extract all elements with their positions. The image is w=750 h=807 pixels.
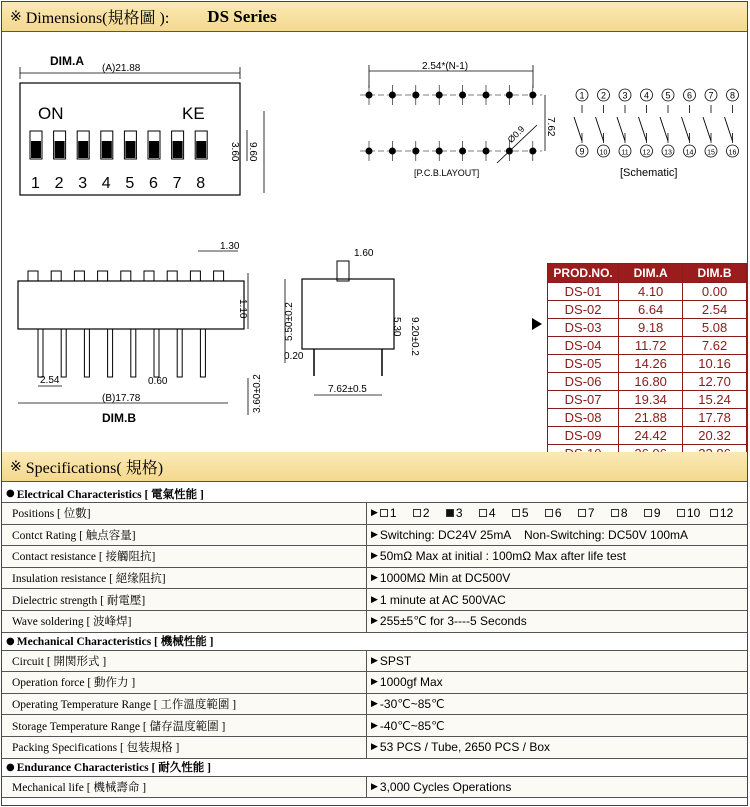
- bullet-icon: ●: [6, 761, 15, 773]
- schematic-number: 15: [707, 149, 715, 157]
- position-number: 9: [653, 506, 661, 521]
- position-number: 5: [521, 506, 529, 521]
- spec-row: [2, 546, 747, 568]
- spec-row: [2, 777, 747, 799]
- spec-row: [2, 611, 747, 633]
- spec-label: Operating Temperature Range [ 工作溫度範圍 ]: [2, 694, 367, 715]
- schematic-number: 2: [600, 90, 607, 101]
- spec-row: [2, 694, 747, 716]
- table-cell: DS-07: [548, 391, 619, 409]
- side-bump: [167, 271, 177, 281]
- reference-mark: ※: [10, 8, 22, 25]
- spec-row: [2, 651, 747, 673]
- spec-label: Insulation resistance [ 絕缘阻抗]: [2, 568, 367, 589]
- position-number: 1: [389, 506, 397, 521]
- switch-numbers: [31, 175, 205, 192]
- dim-a-label: DIM.A: [50, 54, 84, 68]
- table-cell: DS-03: [548, 319, 619, 337]
- spec-label: Wave soldering [ 波峰焊]: [2, 611, 367, 632]
- mechanical-group-title: [2, 633, 747, 651]
- table-row: [548, 391, 747, 409]
- table-cell: DS-01: [548, 283, 619, 301]
- dim-a-value: (A)21.88: [102, 63, 141, 74]
- position-number: 6: [554, 506, 562, 521]
- table-cell: 21.88: [619, 409, 683, 427]
- side-pin: [200, 329, 205, 377]
- on-label: ON: [38, 104, 64, 123]
- spec-value-cell: [367, 549, 747, 563]
- side-pin: [154, 329, 159, 377]
- schematic-number: 8: [729, 90, 736, 101]
- schematic-lever: [574, 117, 582, 141]
- position-option: [446, 506, 479, 520]
- positions-label: Positions [ 位數]: [2, 503, 367, 524]
- table-cell: 16.80: [619, 373, 683, 391]
- technical-drawing: [2, 33, 747, 451]
- switch-number: 8: [196, 175, 206, 192]
- selected-row-arrow: [532, 318, 542, 330]
- endurance-title: Endurance Characteristics [ 耐久性能 ]: [16, 762, 211, 775]
- table-row: [548, 301, 747, 319]
- triangle-icon: ▶: [371, 508, 378, 519]
- table-cell: 7.62: [683, 337, 747, 355]
- hole-label: Ø0.9: [505, 123, 527, 145]
- schematic-number: 1: [579, 90, 585, 101]
- table-cell: DS-09: [548, 427, 619, 445]
- switch-number: 5: [125, 175, 135, 192]
- end-550: 5.50±0.2: [284, 302, 295, 341]
- side-bump: [28, 271, 38, 281]
- table-cell: 17.78: [683, 409, 747, 427]
- spec-value: 1000gf Max: [379, 675, 443, 690]
- spec-value-cell: [367, 697, 747, 711]
- side-bump: [51, 271, 61, 281]
- position-option: [578, 506, 611, 520]
- side-bump: [214, 271, 224, 281]
- dimensions-header: [2, 2, 747, 32]
- spec-label: Storage Temperature Range [ 儲存温度範圍 ]: [2, 715, 367, 736]
- side-pin: [61, 329, 66, 377]
- triangle-icon: ▶: [371, 573, 378, 584]
- table-cell: DS-05: [548, 355, 619, 373]
- end-view: [284, 248, 420, 395]
- spec-value: 53 PCS / Tube, 2650 PCS / Box: [379, 740, 551, 755]
- position-option: [611, 506, 644, 520]
- table-cell: 9.18: [619, 319, 683, 337]
- switch-actuators: [30, 131, 207, 159]
- switch-knob: [125, 141, 135, 158]
- table-cell: 2.54: [683, 301, 747, 319]
- side-110: 1.10: [237, 299, 248, 319]
- schematic-number: 3: [622, 90, 628, 101]
- side-pin: [108, 329, 113, 377]
- triangle-icon: ▶: [371, 616, 378, 627]
- switch-knob: [173, 141, 183, 158]
- checkbox-icon: [710, 509, 718, 517]
- table-row: [548, 319, 747, 337]
- spec-value-cell: [367, 593, 747, 607]
- end-530: 5.30: [391, 317, 402, 337]
- spec-value: -40℃~85℃: [379, 718, 445, 733]
- switch-knob: [149, 141, 159, 158]
- position-option: [479, 506, 512, 520]
- checkbox-icon: [512, 509, 520, 517]
- position-number: 2: [422, 506, 430, 521]
- spec-row: [2, 715, 747, 737]
- positions-list: [380, 506, 743, 520]
- spec-label: Packing Specifications [ 包装規格 ]: [2, 737, 367, 758]
- schematic-number: 16: [728, 149, 737, 157]
- pitch-label: 2.54*(N-1): [422, 61, 469, 72]
- table-header: DIM.B: [683, 264, 747, 283]
- position-number: 7: [587, 506, 595, 521]
- schematic-number: 14: [685, 149, 694, 157]
- switch-knob: [102, 141, 112, 158]
- table-row: [548, 427, 747, 445]
- spec-row: [2, 672, 747, 694]
- bullet-icon: ●: [6, 488, 15, 499]
- side-bump: [121, 271, 131, 281]
- triangle-icon: ▶: [371, 677, 378, 688]
- spec-value: 255±5℃ for 3----5 Seconds: [379, 614, 527, 629]
- position-option: [545, 506, 578, 520]
- spec-value: 3,000 Cycles Operations: [379, 779, 512, 794]
- spec-value-cell: [367, 528, 747, 542]
- reference-mark: ※: [10, 458, 22, 475]
- checkbox-icon: [545, 509, 553, 517]
- spec-label: Operation force [ 動作力 ]: [2, 672, 367, 693]
- triangle-icon: ▶: [371, 655, 378, 666]
- spec-value-cell: [367, 614, 747, 628]
- position-option: [512, 506, 545, 520]
- switch-number: 1: [31, 175, 40, 192]
- specifications-table: [2, 485, 747, 798]
- position-option: [644, 506, 677, 520]
- dim-b-value: (B)17.78: [102, 393, 141, 404]
- spec-row: [2, 737, 747, 759]
- dimensions-title: Dimensions(規格圖 ):: [25, 10, 170, 27]
- table-cell: 6.64: [619, 301, 683, 319]
- schematic-label: [Schematic]: [620, 167, 678, 179]
- side-060: 0.60: [148, 376, 168, 387]
- switch-number: 4: [101, 175, 111, 192]
- switch-number: 2: [54, 175, 64, 192]
- side-bump: [98, 271, 108, 281]
- row-spacing: 7.62: [545, 117, 556, 137]
- switch-number: 7: [172, 175, 182, 192]
- end-920: 9.20±0.2: [409, 317, 420, 356]
- schematic-switches: [574, 89, 739, 157]
- table-row: [548, 409, 747, 427]
- series-title: DS Series: [207, 6, 277, 26]
- spec-row: [2, 589, 747, 611]
- position-number: 10: [686, 506, 701, 521]
- table-cell: 4.10: [619, 283, 683, 301]
- switch-knob: [31, 141, 41, 158]
- product-table: [547, 263, 747, 481]
- spec-value: -30℃~85℃: [379, 697, 445, 712]
- side-pin: [38, 329, 43, 377]
- position-number: 8: [620, 506, 628, 521]
- side-bump: [144, 271, 154, 281]
- checkbox-icon: [578, 509, 586, 517]
- triangle-icon: ▶: [371, 594, 378, 605]
- position-number: 4: [488, 506, 496, 521]
- spec-label: Contact resistance [ 接觸阻抗]: [2, 546, 367, 567]
- position-number: 3: [455, 506, 463, 521]
- table-cell: 24.42: [619, 427, 683, 445]
- table-row: [548, 373, 747, 391]
- table-cell: 20.32: [683, 427, 747, 445]
- side-360: 3.60±0.2: [252, 374, 263, 413]
- triangle-icon: ▶: [371, 551, 378, 562]
- checkbox-icon: [479, 509, 487, 517]
- switch-knob: [78, 141, 88, 158]
- top-view: [20, 54, 264, 195]
- table-cell: 10.16: [683, 355, 747, 373]
- triangle-icon: ▶: [371, 529, 378, 540]
- spec-value-cell: [367, 675, 747, 689]
- spec-value-cell: [367, 740, 747, 754]
- triangle-icon: ▶: [371, 720, 378, 731]
- electrical-title: Electrical Characteristics [ 電氣性能 ]: [16, 488, 204, 501]
- spec-row: [2, 525, 747, 547]
- spec-value: 50mΩ Max at initial : 100mΩ Max after life test: [379, 549, 626, 564]
- position-option: [710, 506, 743, 520]
- dim-b-label: DIM.B: [102, 411, 136, 425]
- table-cell: DS-02: [548, 301, 619, 319]
- table-cell: 12.70: [683, 373, 747, 391]
- schematic-number: 10: [599, 149, 608, 157]
- specifications-header: [2, 452, 747, 482]
- spec-value: Switching: DC24V 25mA Non-Switching: DC50V 100mA: [379, 527, 689, 542]
- table-cell: 15.24: [683, 391, 747, 409]
- position-option: [380, 506, 413, 520]
- triangle-icon: ▶: [371, 781, 378, 792]
- specifications-title: Specifications( 規格): [25, 460, 164, 477]
- table-cell: 0.00: [683, 283, 747, 301]
- side-pin: [131, 329, 136, 377]
- side-view: [18, 241, 263, 425]
- schematic-number: 12: [642, 149, 651, 157]
- table-cell: DS-06: [548, 373, 619, 391]
- end-762: 7.62±0.5: [328, 384, 367, 395]
- schematic-lever: [617, 117, 625, 141]
- height-360: 3.60: [229, 142, 240, 162]
- end-160: 1.60: [354, 248, 374, 259]
- spec-value-cell: [367, 571, 747, 585]
- switch-number: 6: [149, 175, 158, 192]
- schematic-number: 4: [643, 90, 650, 101]
- table-cell: 5.08: [683, 319, 747, 337]
- spec-value-cell: [367, 654, 747, 668]
- position-number: 12: [719, 506, 734, 521]
- side-bump: [190, 271, 200, 281]
- schematic-number: 13: [664, 149, 672, 157]
- checkbox-icon: [380, 509, 388, 517]
- spec-value: SPST: [379, 653, 412, 668]
- schematic-number: 7: [708, 90, 714, 101]
- checkbox-icon: [413, 509, 421, 517]
- checkbox-icon: [677, 509, 685, 517]
- position-option: [413, 506, 446, 520]
- table-row: [548, 283, 747, 301]
- switch-knob: [196, 141, 206, 158]
- side-254: 2.54: [40, 375, 60, 386]
- triangle-icon: ▶: [371, 699, 378, 710]
- switch-number: 3: [78, 175, 88, 192]
- spec-value-cell: [367, 780, 747, 794]
- schematic-lever: [725, 117, 733, 141]
- positions-row: [2, 503, 747, 525]
- table-header: PROD.NO.: [548, 264, 619, 283]
- table-row: [548, 355, 747, 373]
- spec-label: Contct Rating [ 触点容量]: [2, 525, 367, 546]
- ke-label: KE: [182, 104, 205, 123]
- schematic-number: 9: [579, 146, 585, 157]
- height-960: 9.60: [247, 142, 258, 162]
- schematic-lever: [682, 117, 690, 141]
- checkbox-icon: [446, 509, 454, 517]
- checkbox-icon: [611, 509, 619, 517]
- side-body: [18, 281, 244, 329]
- pcb-layout: [360, 61, 556, 178]
- table-cell: 19.34: [619, 391, 683, 409]
- schematic-lever: [703, 117, 711, 141]
- endurance-group-title: [2, 759, 747, 777]
- schematic-number: 11: [621, 149, 629, 157]
- pcb-label: [P.C.B.LAYOUT]: [414, 168, 480, 178]
- spec-label: Mechanical life [ 機械壽命 ]: [2, 777, 367, 798]
- switch-knob: [55, 141, 65, 158]
- table-cell: DS-08: [548, 409, 619, 427]
- schematic: [574, 89, 739, 179]
- side-130: 1.30: [220, 241, 240, 252]
- schematic-lever: [596, 117, 604, 141]
- schematic-lever: [639, 117, 647, 141]
- electrical-group-title: [2, 485, 747, 503]
- table-cell: 14.26: [619, 355, 683, 373]
- table-cell: DS-04: [548, 337, 619, 355]
- side-pin: [177, 329, 182, 377]
- spec-row: [2, 568, 747, 590]
- spec-label: Circuit [ 開関形式 ]: [2, 651, 367, 672]
- side-pins: [38, 329, 205, 377]
- schematic-lever: [660, 117, 668, 141]
- table-header: DIM.A: [619, 264, 683, 283]
- side-bump: [74, 271, 84, 281]
- end-020: 0.20: [284, 351, 304, 362]
- spec-value: 1 minute at AC 500VAC: [379, 592, 506, 607]
- side-pin: [84, 329, 89, 377]
- side-bumps: [28, 271, 224, 281]
- spec-value-cell: [367, 719, 747, 733]
- bullet-icon: ●: [6, 635, 15, 647]
- triangle-icon: ▶: [371, 742, 378, 753]
- position-option: [677, 506, 710, 520]
- table-row: [548, 337, 747, 355]
- checkbox-icon: [644, 509, 652, 517]
- mechanical-title: Mechanical Characteristics [ 機械性能 ]: [16, 636, 214, 649]
- schematic-number: 5: [665, 90, 671, 101]
- table-cell: 11.72: [619, 337, 683, 355]
- spec-label: Dielectric strength [ 耐電壓]: [2, 589, 367, 610]
- schematic-number: 6: [686, 90, 693, 101]
- spec-value: 1000MΩ Min at DC500V: [379, 571, 511, 586]
- positions-value: [367, 506, 747, 520]
